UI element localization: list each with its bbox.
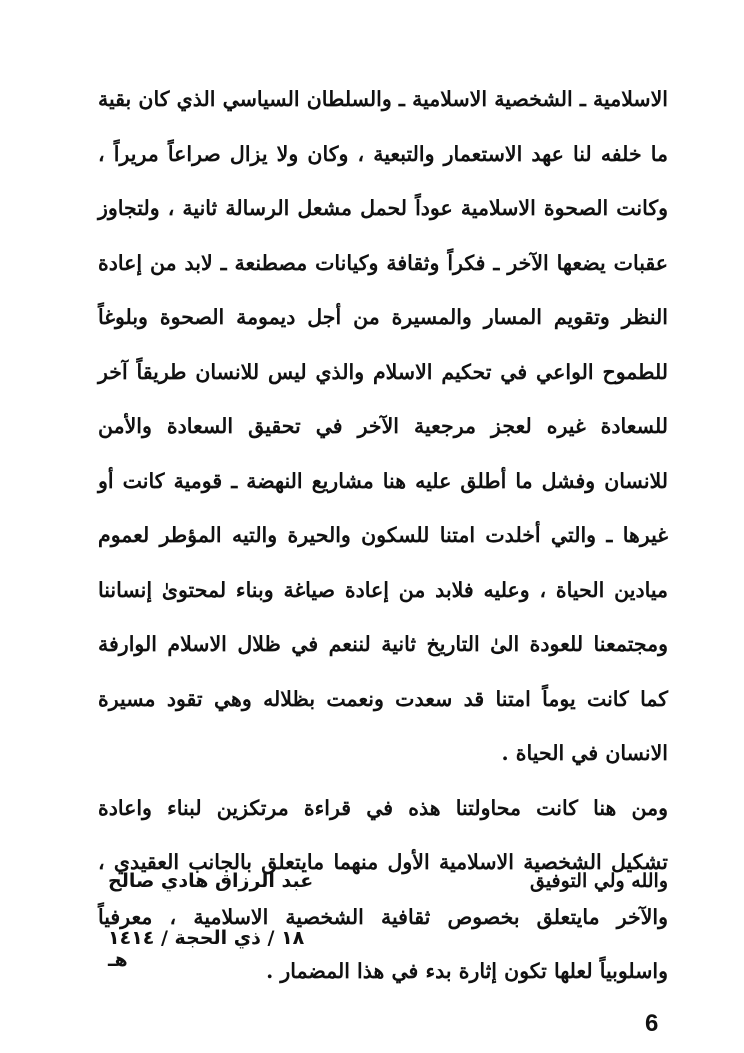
text-line: النظر وتقويم المسار والمسيرة من أجل ديمومة الصحوة وبلوغاً bbox=[98, 305, 668, 329]
text-line: ميادين الحياة ، وعليه فلابد من إعادة صياغة وبناء لمحتوىٰ إنساننا bbox=[98, 577, 668, 602]
text-line: وكانت الصحوة الاسلامية عوداً لحمل مشعل الرسالة ثانية ، ولتجاوز bbox=[98, 196, 668, 220]
text-line: غيرها ـ والتي أخلدت امتنا للسكون والحيرة والتيه المؤطر لعموم bbox=[98, 523, 668, 547]
text-line: تشكيل الشخصية الاسلامية الأول منهما مايتعلق بالجانب العقيدي ، bbox=[98, 850, 668, 874]
text-line: ومن هنا كانت محاولتنا هذه في قراءة مرتكزين لبناء واعادة bbox=[98, 795, 668, 820]
closing-signature bbox=[108, 870, 668, 910]
page-number: 6 bbox=[645, 1010, 659, 1037]
text-line: الاسلامية ـ الشخصية الاسلامية ـ والسلطان السياسي الذي كان بقية bbox=[98, 87, 668, 111]
text-line: للانسان وفشل ما أطلق عليه هنا مشاريع النهضة ـ قومية كانت أو bbox=[98, 468, 668, 493]
text-line: للطموح الواعي في تحكيم الاسلام والذي ليس للانسان طريقاً آخر bbox=[98, 359, 668, 384]
date-line: ١٨ / ذي الحجة / ١٤١٤ هـ bbox=[108, 927, 305, 971]
text-line: ومجتمعنا للعودة الىٰ التاريخ ثانية لننعم في ظلال الاسلام الوارفة bbox=[98, 632, 668, 656]
text-line: كما كانت يوماً امتنا قد سعدت ونعمت بظلاله وهي تقود مسيرة bbox=[98, 686, 668, 711]
text-line: عقبات يضعها الآخر ـ فكراً وثقافة وكيانات مصطنعة ـ لابد من إعادة bbox=[98, 250, 668, 275]
text-line: والآخر مايتعلق بخصوص ثقافية الشخصية الاسلامية ، معرفياً bbox=[98, 904, 668, 929]
paragraph-end-line: واسلوبياً لعلها تكون إثارة بدء في هذا المضمار . bbox=[266, 959, 668, 983]
author-name: عبد الرزاق هادي صالح bbox=[108, 870, 314, 892]
text-line: للسعادة غيره لعجز مرجعية الآخر في تحقيق السعادة والأمن bbox=[98, 414, 668, 438]
body-text bbox=[98, 72, 668, 999]
paragraph-end-line: الانسان في الحياة . bbox=[501, 741, 668, 765]
text-line: ما خلفه لنا عهد الاستعمار والتبعية ، وكان ولا يزال صراعاً مريراً ، bbox=[98, 141, 668, 166]
closing-phrase: والله ولي التوفيق bbox=[529, 870, 668, 892]
